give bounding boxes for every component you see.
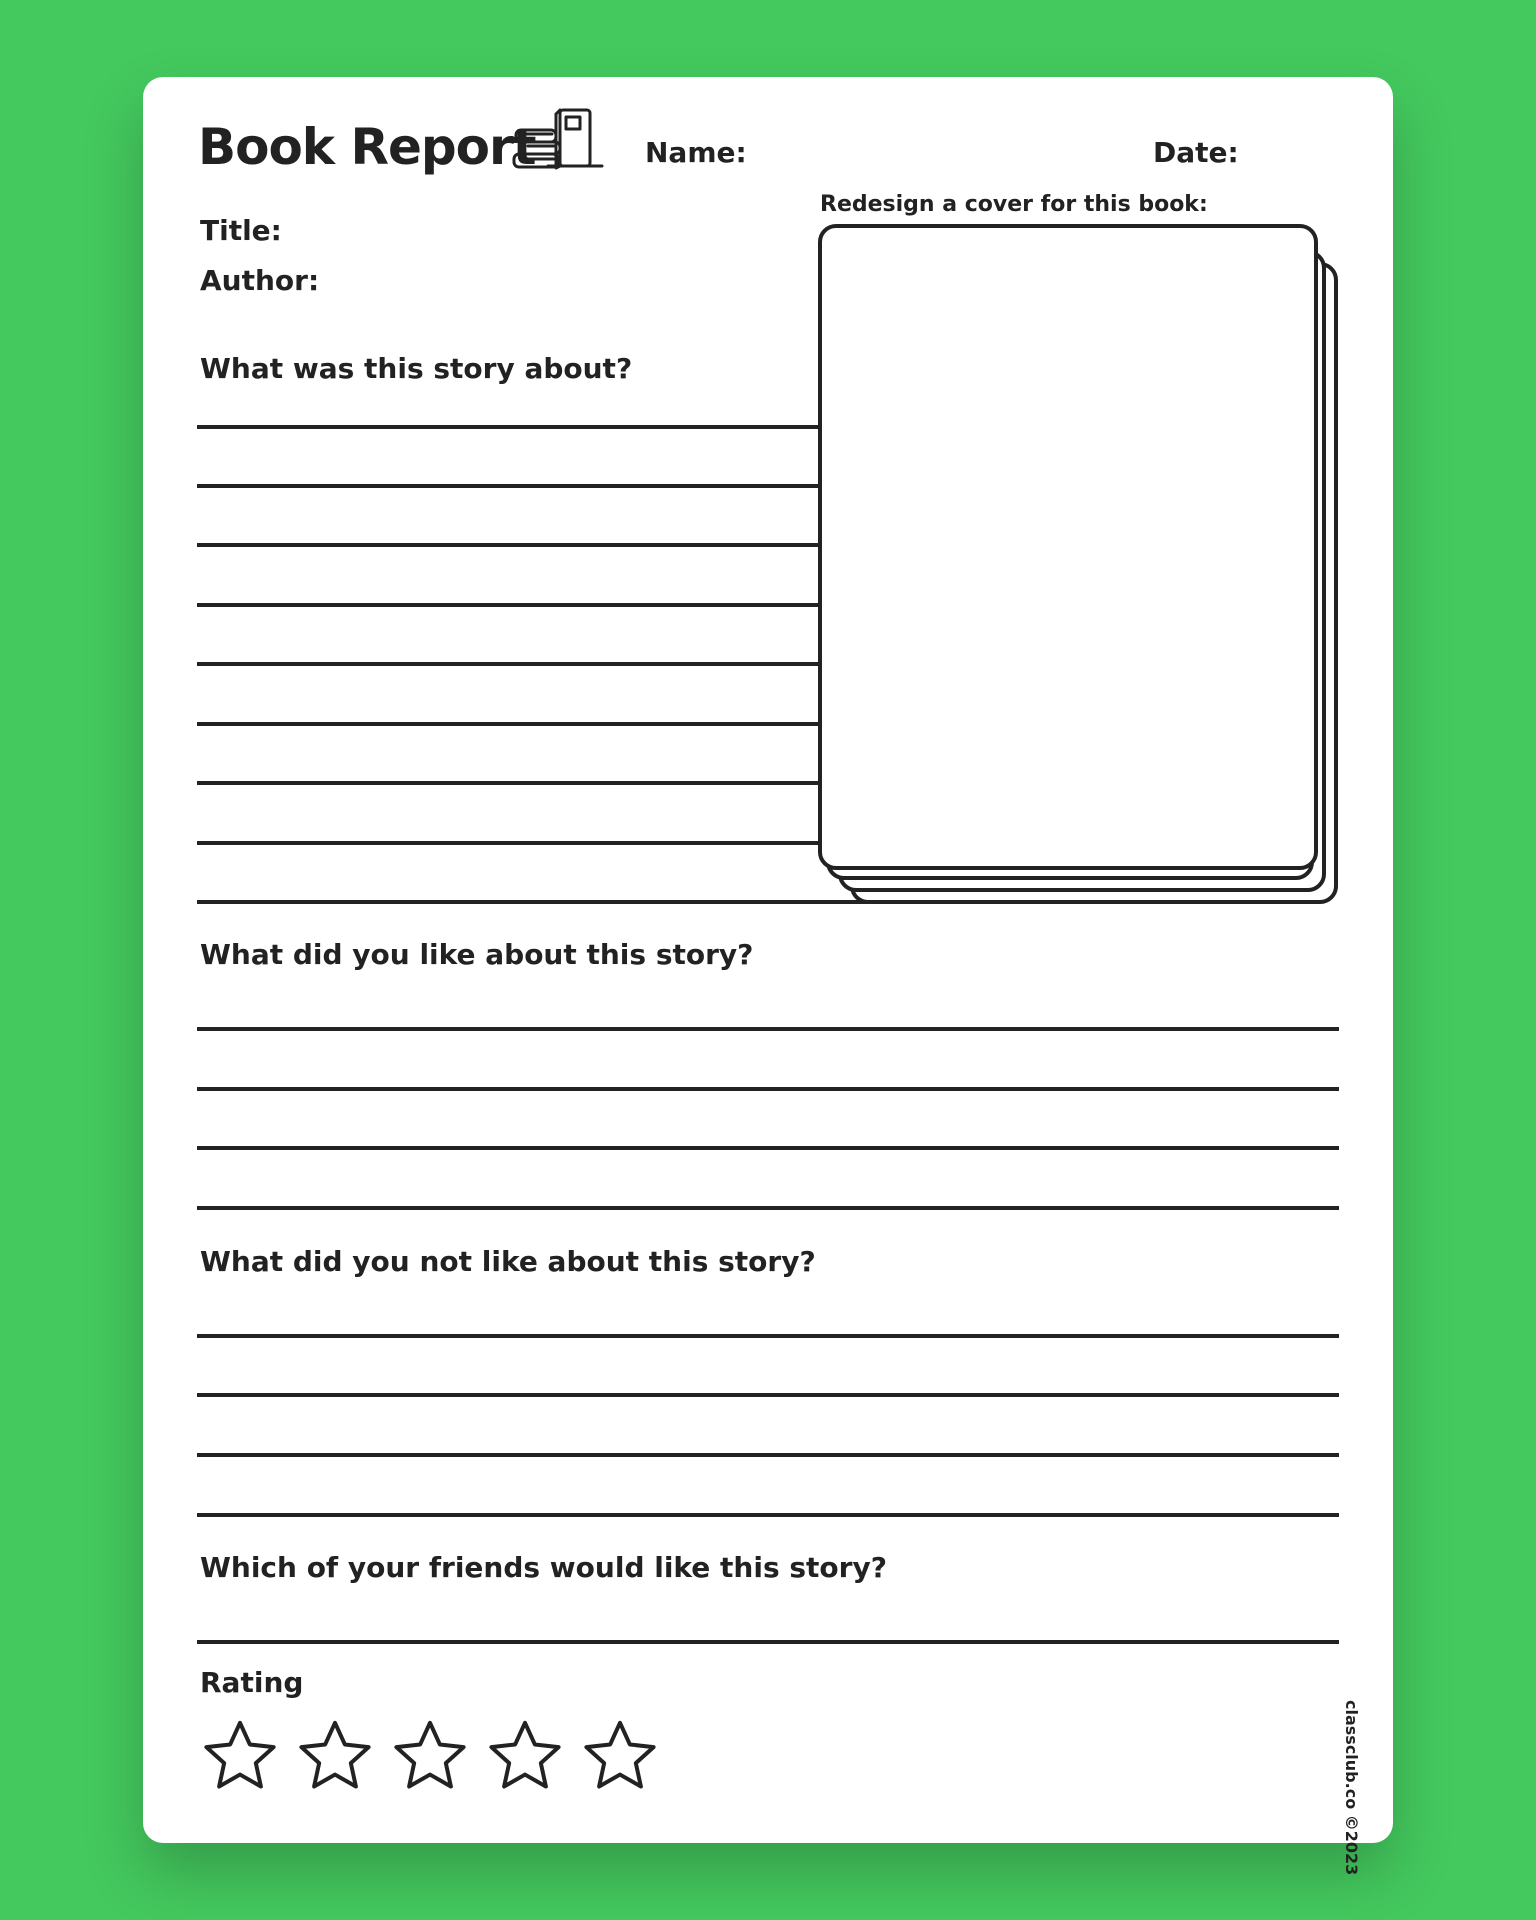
page-title: Book Report <box>198 118 536 176</box>
writing-line <box>197 1027 1339 1031</box>
books-stack-icon <box>512 104 604 172</box>
cover-prompt: Redesign a cover for this book: <box>820 192 1208 217</box>
writing-line <box>197 1146 1339 1150</box>
answer-line-friends[interactable] <box>197 1640 1339 1644</box>
writing-line <box>197 1513 1339 1517</box>
writing-line <box>197 425 820 429</box>
writing-line <box>197 603 820 607</box>
writing-line <box>197 662 820 666</box>
writing-line <box>197 543 820 547</box>
writing-line <box>197 1206 1339 1210</box>
name-label: Name: <box>645 136 747 169</box>
question-about: What was this story about? <box>200 352 633 385</box>
writing-line <box>197 900 867 904</box>
writing-line <box>197 1334 1339 1338</box>
writing-line <box>197 484 820 488</box>
copyright-credit: classclub.co ©2023 <box>1342 1700 1361 1876</box>
star-outline-icon[interactable] <box>390 1718 470 1798</box>
author-label: Author: <box>200 264 320 297</box>
writing-line <box>197 1393 1339 1397</box>
rating-label: Rating <box>200 1666 304 1699</box>
writing-line <box>197 722 820 726</box>
title-label: Title: <box>200 214 282 247</box>
star-outline-icon[interactable] <box>485 1718 565 1798</box>
question-disliked: What did you not like about this story? <box>200 1245 816 1278</box>
star-outline-icon[interactable] <box>200 1718 280 1798</box>
date-label: Date: <box>1153 136 1239 169</box>
star-outline-icon[interactable] <box>295 1718 375 1798</box>
rating-stars <box>200 1718 660 1798</box>
cover-drawing-area[interactable] <box>816 222 1356 908</box>
star-outline-icon[interactable] <box>580 1718 660 1798</box>
writing-line <box>197 841 820 845</box>
writing-line <box>197 781 820 785</box>
question-liked: What did you like about this story? <box>200 938 754 971</box>
question-friends: Which of your friends would like this story? <box>200 1551 887 1584</box>
writing-line <box>197 1087 1339 1091</box>
writing-line <box>197 1453 1339 1457</box>
